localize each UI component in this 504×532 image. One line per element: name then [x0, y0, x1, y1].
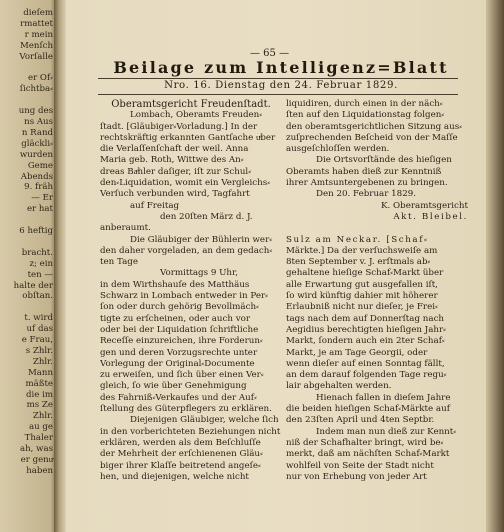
text-line: ten Tage — [100, 257, 138, 268]
text-line: lair abgehalten werden. — [286, 381, 392, 392]
text-line: Verſuch verbunden wird, Tagfahrt — [100, 189, 250, 200]
left-fragment-line: bracht. — [21, 247, 53, 258]
left-fragment-line: Zhlr. — [32, 356, 53, 367]
left-fragment-line: uf das — [26, 324, 53, 335]
left-fragment-line: s Zhlr. — [25, 345, 53, 356]
text-line: nur von Erhebung von jeder Art — [286, 471, 427, 482]
left-fragment-line: haben — [26, 465, 53, 476]
text-line: erklären, werden als dem Beſchluſſe — [100, 437, 261, 448]
left-fragment-line: e Frau, — [21, 335, 53, 345]
text-line: in den vorberichteten Beziehungen nicht — [100, 426, 281, 437]
left-fragment-line: mäßte — [25, 378, 53, 389]
text-line: Oberamtsgericht Freudenſtadt. — [111, 99, 271, 110]
left-fragment-line: ns Aus — [24, 117, 53, 127]
text-line: den 20ſten März d. J. — [160, 211, 253, 222]
text-line: anberaumt. — [100, 223, 151, 234]
issue-line: Nro. 16. Dienstag den 24. Februar 1829. — [164, 80, 398, 91]
text-line: Schwarz in Lombach entweder in Per⸗ — [100, 291, 269, 302]
text-line: Oberamts haben dieß zur Kenntniß — [286, 166, 442, 177]
text-line: Maria geb. Roth, Wittwe des An⸗ — [100, 155, 244, 166]
issue-rule — [98, 94, 458, 95]
left-fragment-line: 9. fräh — [24, 182, 53, 193]
left-fragment-line: Vorſalle — [19, 51, 53, 62]
left-fragment-line: ung des — [18, 106, 53, 117]
text-line — [286, 223, 468, 234]
page-title: Beilage zum Intelligenz=Blatt — [113, 58, 449, 77]
text-line: biger ihrer Klaſſe beitretend angeſe⸗ — [100, 460, 261, 471]
text-line: Erlaubniß nicht nur dieſer, je Frei⸗ — [286, 302, 438, 313]
left-fragment-line: rmattet — [20, 18, 53, 29]
left-fragment-line: Mann — [28, 367, 53, 378]
text-line: rechtskräftig erkannten Gantſache uͤber — [100, 132, 276, 143]
text-line: den oberamtsgerichtlichen Sitzung aus⸗ — [286, 121, 463, 132]
text-line: die beiden hieſigen Schaf⸗Märkte auf — [286, 404, 450, 415]
text-line: in dem Wirthshauſe des Matthäus — [100, 279, 250, 290]
text-line: Indem man nun dieß zur Kennt⸗ — [316, 426, 457, 437]
left-fragment-line: dieſem — [23, 8, 53, 18]
text-line: an dem darauf folgenden Tage regu⸗ — [286, 370, 447, 381]
left-fragment-line: er genuͤ — [20, 454, 53, 465]
text-line: des Fahrniß⸗Verkaufes und der Auf⸗ — [100, 392, 257, 403]
left-fragment-line: die im — [26, 389, 53, 400]
text-line: Markt, ſondern auch ein 2ter Schaf⸗ — [286, 336, 445, 347]
text-line: ausgeſchloſſen werden. — [286, 144, 390, 155]
text-line: oder bei der Liquidation ſchriftliche — [100, 324, 259, 335]
text-line: gehaltene hieſige Schaf⸗Markt über — [286, 268, 444, 279]
page-number: — 65 — — [250, 48, 290, 59]
left-fragment-line: er Of⸗ — [27, 73, 53, 84]
text-line: ſo wird künftig dahier mit höherer — [286, 291, 438, 302]
text-line: Lombach, Oberamts Freuden⸗ — [130, 110, 263, 121]
left-fragment-line: — Er — [31, 193, 53, 204]
left-fragment-line: ms Ze — [26, 400, 53, 411]
left-fragment-line: z; ein — [29, 258, 53, 269]
left-fragment-line: Abends — [20, 171, 53, 182]
text-line: der Mehrheit der erſchienenen Gläu⸗ — [100, 449, 263, 460]
text-line: liquidiren, durch einen in der näch⸗ — [286, 99, 443, 109]
text-line: hen, und diejenigen, welche nicht — [100, 471, 249, 482]
left-fragment-line: gläckli⸗ — [21, 138, 53, 149]
left-fragment-line: Menſch — [20, 40, 53, 51]
left-page-fragment — [0, 0, 56, 532]
left-fragment-line: n Rand — [21, 127, 53, 138]
text-line: die Verlaſſenſchaft der weil. Anna — [100, 144, 249, 155]
text-line: ſon oder durch gehörig Bevollmäch⸗ — [100, 302, 259, 313]
text-line: ſtellung des Güterpflegers zu erklären. — [100, 404, 272, 415]
left-fragment-line: Zhlr. — [32, 411, 53, 422]
text-line: Vorlegung der Original⸗Documente — [100, 358, 255, 369]
text-line: auf Freitag — [130, 200, 180, 211]
text-line: Markt, je am Tage Georgii, oder — [286, 347, 428, 358]
text-line: gen und deren Vorzugsrechte unter — [100, 347, 258, 358]
text-line: ihrer Amtsuntergebenen zu bringen. — [286, 178, 448, 189]
left-fragment-line: r mein — [24, 29, 53, 40]
text-line: Akt. Bleibel. — [393, 211, 468, 222]
left-fragment-line: au ge — [29, 422, 53, 433]
left-fragment-line: er hat — [26, 204, 53, 215]
text-line: tags nach dem auf Donnerſtag nach — [286, 313, 445, 324]
text-line: ſten auf den Liquidationstag folgen⸗ — [286, 110, 445, 121]
text-line: ſtadt. [Gläubiger⸗Vorladung.] In der — [100, 121, 258, 132]
text-line: zuſprechenden Beſcheid von der Maſſe — [286, 132, 458, 143]
left-column — [100, 99, 282, 483]
text-line: zu erweiſen, und ſich über einen Ver⸗ — [100, 370, 264, 381]
left-fragment-line: ah, was — [19, 444, 53, 454]
text-line: Den 20. Februar 1829. — [316, 189, 417, 200]
text-line: den⸗Liquidation, womit ein Vergleichs⸗ — [100, 178, 271, 189]
text-line: K. Oberamtsgericht — [381, 200, 468, 211]
text-line: alle Erwartung gut ausgefallen iſt, — [286, 279, 438, 290]
left-fragment-line: Thaler — [24, 433, 53, 444]
left-fragment-line: wurden — [19, 149, 53, 160]
left-fragment-line: obſtan. — [22, 291, 53, 302]
text-line: Die Gläubiger der Bühlerin wer⸗ — [130, 234, 273, 245]
left-fragment-line: Geme — [27, 160, 53, 171]
text-line: wohlfeil von Seite der Stadt nicht — [286, 460, 434, 471]
left-fragment-line: t. wird — [24, 313, 53, 324]
text-line: wenn dieſer auf einen Sonntag fällt, — [286, 358, 445, 369]
text-line: den daher vorgeladen, an dem gedach⸗ — [100, 245, 273, 256]
page-edge-shadow — [486, 0, 504, 532]
text-line: merkt, daß am nächſten Schaf⸗Markt — [286, 449, 450, 460]
left-fragment-line: ten — — [27, 269, 53, 280]
book-gutter — [54, 0, 66, 532]
text-line: tigte zu erſcheinen, oder auch vor — [100, 313, 251, 324]
text-line: dreas Baͤhler daſiger, iſt zur Schul⸗ — [100, 166, 252, 177]
left-fragment-line: halte der — [13, 280, 53, 291]
right-column — [286, 99, 468, 483]
title-rule — [98, 78, 458, 79]
text-line: den 23ſten April und 4ten Septbr. — [286, 415, 435, 426]
text-line: 8ten September v. J. erſtmals ab⸗ — [286, 257, 431, 268]
text-line: Aegidius berechtigten hieſigen Jahr⸗ — [286, 324, 447, 335]
text-line: niß der Schafhalter bringt, wird be⸗ — [286, 437, 444, 448]
text-line: Die Ortsvorſtände des hieſigen — [316, 155, 452, 166]
left-fragment-line: 6 heftig — [19, 226, 53, 236]
text-line: Hienach fallen in dieſem Jahre — [316, 392, 451, 403]
text-line: Sulz am Neckar. [Schaf⸗ — [286, 234, 429, 245]
text-line: Vormittags 9 Uhr, — [160, 268, 238, 279]
text-line: Märkte.] Da der verſuchsweiſe am — [286, 245, 438, 256]
left-fragment-line: ſichtba⸗ — [19, 84, 53, 95]
text-line: Diejenigen Gläubiger, welche ſich — [130, 415, 279, 426]
text-line: gleich, ſo wie über Genehmigung — [100, 381, 247, 392]
text-line: Receſſe einzureichen, ihre Forderun⸗ — [100, 336, 263, 347]
